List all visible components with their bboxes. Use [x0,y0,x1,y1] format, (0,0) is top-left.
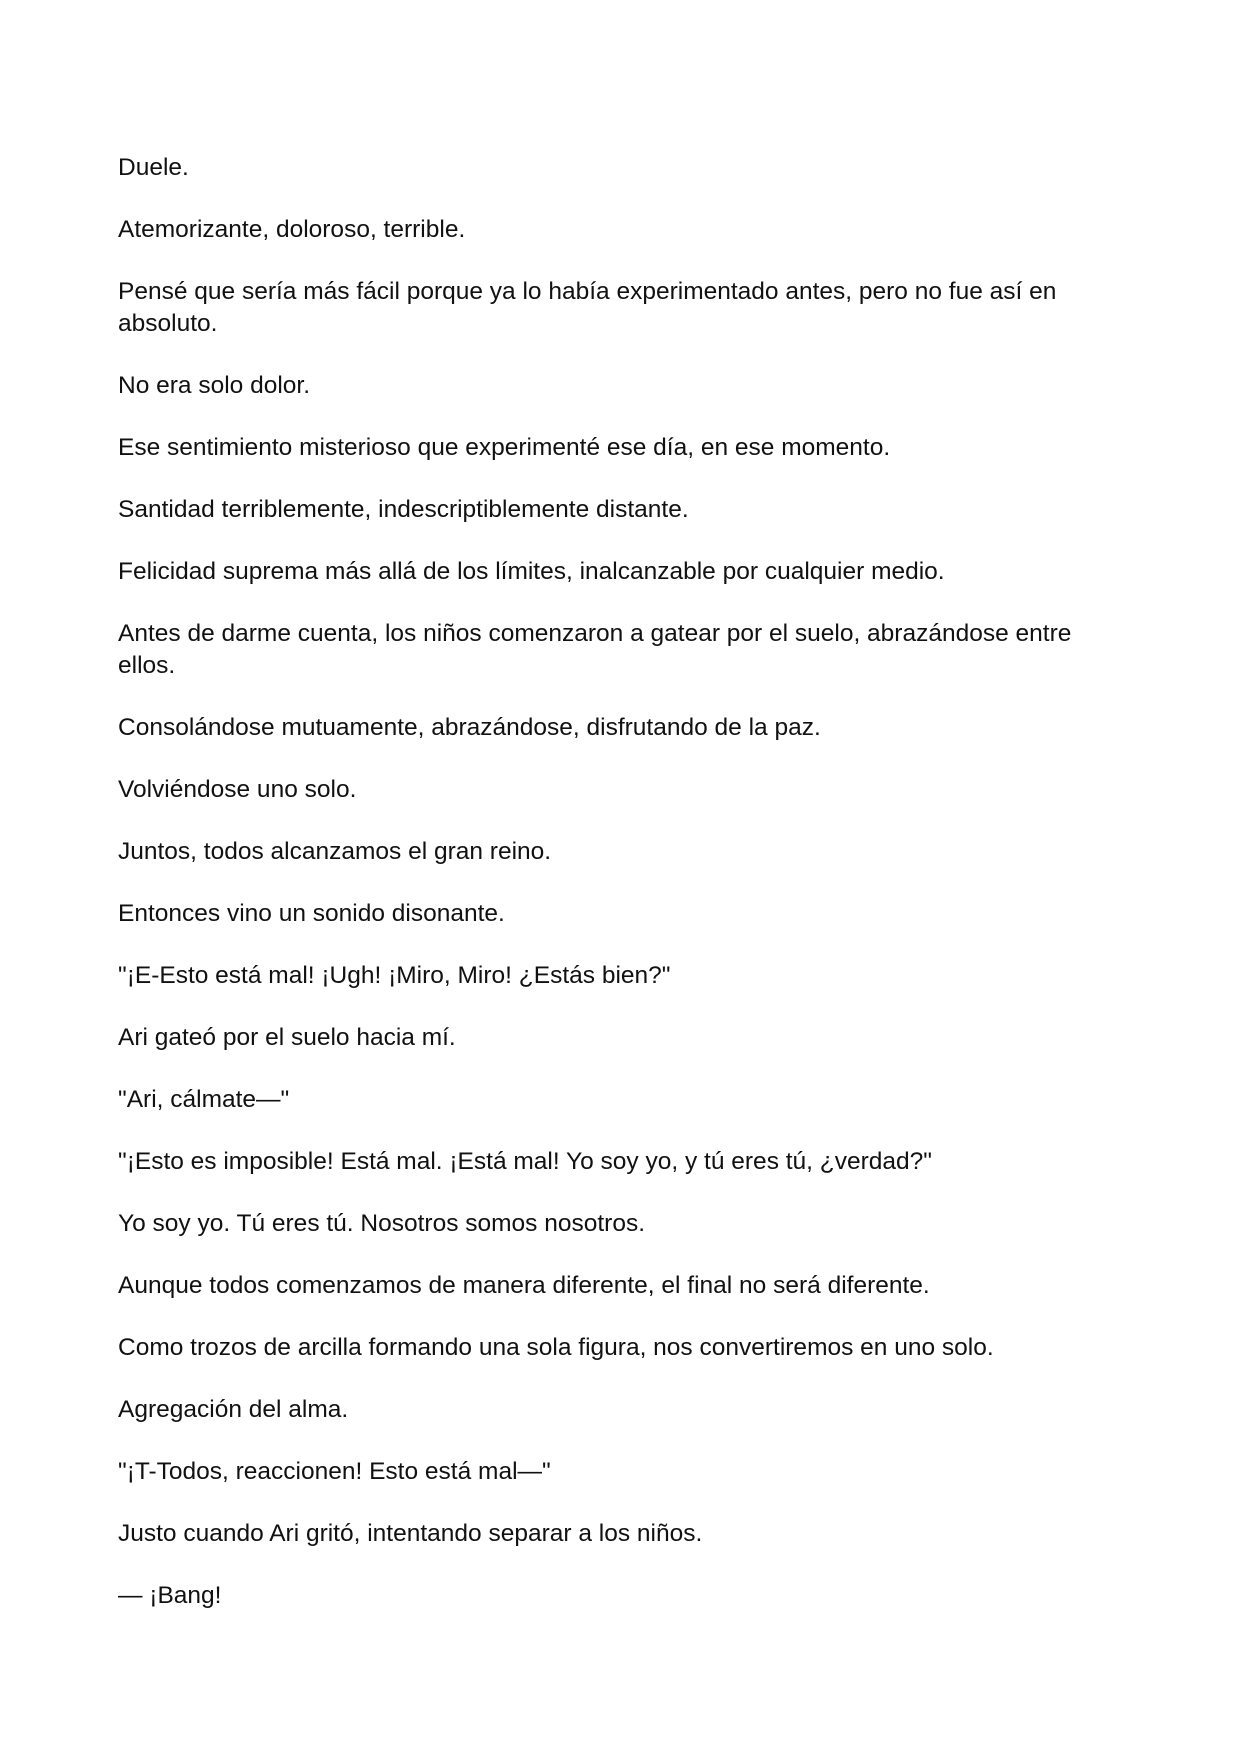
paragraph: Aunque todos comenzamos de manera diferente, el final no será diferente. [118,1272,930,1299]
paragraph: No era solo dolor. [118,372,311,399]
paragraph: Atemorizante, doloroso, terrible. [118,216,466,243]
paragraph: — ¡Bang! [118,1582,222,1609]
paragraph: Entonces vino un sonido disonante. [118,900,505,927]
paragraph: Como trozos de arcilla formando una sola figura, nos convertiremos en uno solo. [118,1334,994,1361]
paragraph: Agregación del alma. [118,1396,349,1423]
paragraph: Duele. [118,154,189,181]
paragraph: "¡T-Todos, reaccionen! Esto está mal—" [118,1458,551,1485]
paragraph: Juntos, todos alcanzamos el gran reino. [118,838,552,865]
paragraph: Yo soy yo. Tú eres tú. Nosotros somos nosotros. [118,1210,646,1237]
paragraph: Pensé que sería más fácil porque ya lo había experimentado antes, pero no fue así en absoluto. [118,278,1057,337]
paragraph: Ari gateó por el suelo hacia mí. [118,1024,456,1051]
paragraph: Ese sentimiento misterioso que experimenté ese día, en ese momento. [118,434,891,461]
paragraph: Volviéndose uno solo. [118,776,357,803]
paragraph: Antes de darme cuenta, los niños comenzaron a gatear por el suelo, abrazándose entre ellos. [118,620,1072,679]
paragraph: "¡Esto es imposible! Está mal. ¡Está mal! Yo soy yo, y tú eres tú, ¿verdad?" [118,1148,932,1175]
text-body [118,152,1128,1642]
paragraph: Justo cuando Ari gritó, intentando separar a los niños. [118,1520,703,1547]
paragraph: Felicidad suprema más allá de los límites, inalcanzable por cualquier medio. [118,558,945,585]
paragraph: "¡E-Esto está mal! ¡Ugh! ¡Miro, Miro! ¿Estás bien?" [118,962,671,989]
paragraph: Consolándose mutuamente, abrazándose, disfrutando de la paz. [118,714,821,741]
paragraph: "Ari, cálmate—" [118,1086,290,1113]
paragraph: Santidad terriblemente, indescriptiblemente distante. [118,496,689,523]
